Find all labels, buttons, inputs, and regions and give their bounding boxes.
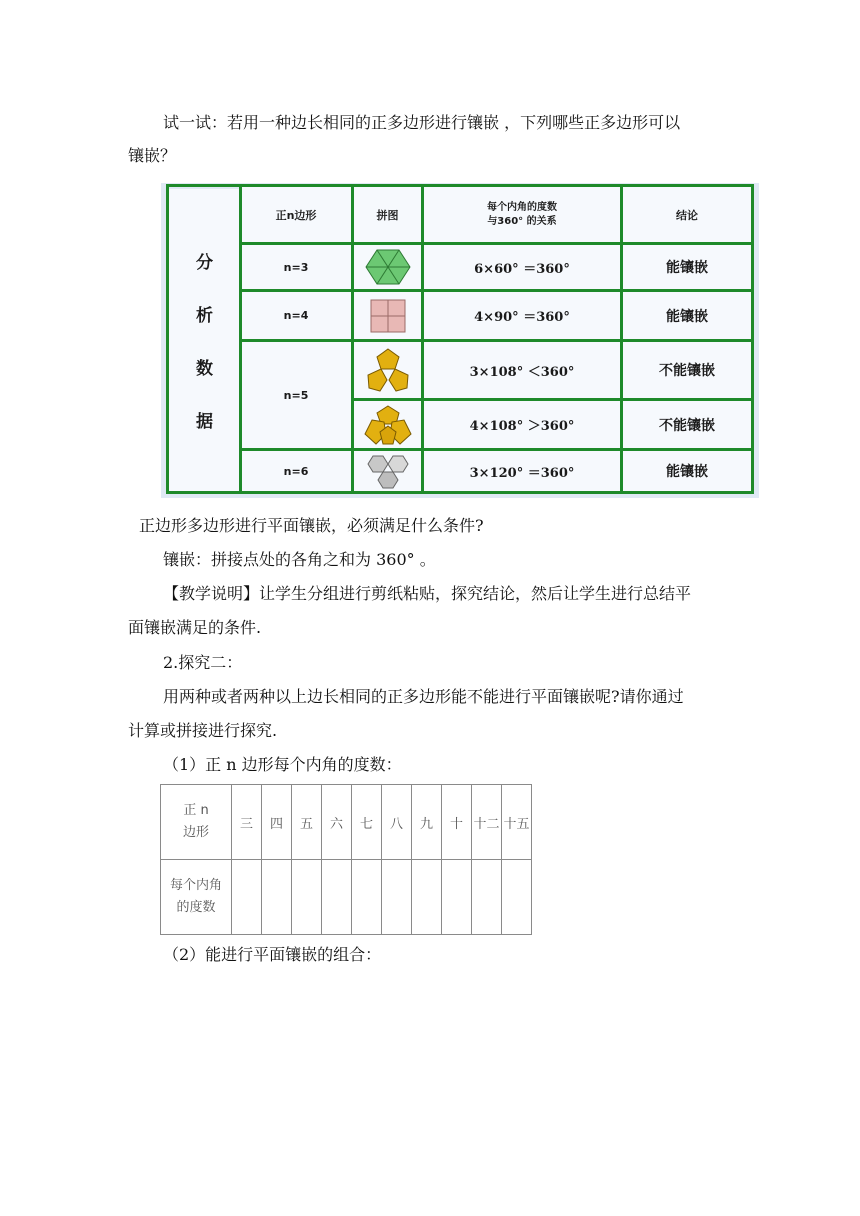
- hexagon-tiling-icon: [363, 452, 413, 490]
- question-line: 正边形多边形进行平面镶嵌，必须满足什么条件?: [139, 516, 484, 535]
- header-conclusion: 结论: [623, 187, 751, 242]
- column-header: 七: [352, 785, 382, 860]
- row-n4-tiling: [354, 292, 421, 339]
- side-label: [169, 189, 240, 491]
- grid-line: [239, 289, 754, 292]
- row1-label-a: 正 n: [183, 803, 209, 818]
- row-n4-label: n=4: [241, 292, 351, 339]
- row-n6-result: 能镶嵌: [623, 451, 751, 491]
- row-n6-equation: 3×120° ＝360°: [424, 451, 620, 491]
- note-line-1: 【教学说明】让学生分组进行剪纸粘贴，探究结论，然后让学生进行总结平: [163, 584, 692, 603]
- row-n5-equation-b: 4×108° ＞360°: [424, 401, 620, 448]
- column-header: 九: [412, 785, 442, 860]
- empty-cell[interactable]: [412, 860, 442, 935]
- row-n3-tiling: [354, 245, 421, 289]
- empty-cell[interactable]: [352, 860, 382, 935]
- column-header: 十: [442, 785, 472, 860]
- row2-label: [161, 860, 232, 935]
- row1-label: [161, 785, 232, 860]
- pentagon-gap-icon: [364, 347, 412, 393]
- empty-cell[interactable]: [262, 860, 292, 935]
- hexagon-triangles-icon: [365, 248, 411, 286]
- row-n5-result-a: 不能镶嵌: [623, 342, 751, 398]
- row-n5-tiling-b: [354, 401, 421, 448]
- table-row: [161, 785, 532, 860]
- item2-line: （2）能进行平面镶嵌的组合：: [163, 945, 382, 964]
- square-tiling-icon: [370, 299, 406, 333]
- row2-label-b: 的度数: [176, 900, 216, 915]
- column-header: 六: [322, 785, 352, 860]
- row-n5-label: n=5: [241, 342, 351, 448]
- definition-line: 镶嵌：拼接点处的各角之和为 360° 。: [163, 550, 436, 569]
- column-header: 五: [292, 785, 322, 860]
- item1-line: （1）正 n 边形每个内角的度数：: [163, 755, 402, 774]
- grid-line: [239, 242, 754, 245]
- table-row: [161, 860, 532, 935]
- note-line-2: 面镶嵌满足的条件.: [128, 618, 262, 637]
- column-header: 八: [382, 785, 412, 860]
- row-n5-tiling-a: [354, 342, 421, 398]
- side-char-1: 分: [196, 253, 213, 273]
- degree-table: [160, 784, 532, 935]
- empty-cell[interactable]: [442, 860, 472, 935]
- intro-line-2: 镶嵌？: [128, 146, 177, 165]
- row-n4-equation: 4×90° ＝360°: [424, 292, 620, 339]
- row-n3-label: n=3: [241, 245, 351, 289]
- column-header: 三: [232, 785, 262, 860]
- row1-label-b: 边形: [182, 825, 209, 840]
- column-header: 十二: [472, 785, 502, 860]
- pentagon-overlap-icon: [362, 404, 414, 446]
- empty-cell[interactable]: [292, 860, 322, 935]
- side-char-3: 数: [196, 359, 213, 379]
- row-n5-result-b: 不能镶嵌: [623, 401, 751, 448]
- empty-cell[interactable]: [472, 860, 502, 935]
- row-n6-label: n=6: [241, 451, 351, 491]
- empty-cell[interactable]: [232, 860, 262, 935]
- empty-cell[interactable]: [382, 860, 412, 935]
- grid-line: [166, 184, 754, 187]
- row-n4-result: 能镶嵌: [623, 292, 751, 339]
- header-relation: [424, 187, 620, 242]
- row-n6-tiling: [354, 451, 421, 491]
- header-relation-line-2: 与360° 的关系: [487, 215, 557, 227]
- section2-line-1: 用两种或者两种以上边长相同的正多边形能不能进行平面镶嵌呢?请你通过: [163, 687, 684, 706]
- section2-title: 2.探究二：: [163, 653, 243, 672]
- row2-label-a: 每个内角: [169, 878, 222, 893]
- header-relation-line-1: 每个内角的度数: [487, 201, 557, 213]
- intro-line-1: 试一试：若用一种边长相同的正多边形进行镶嵌 ，下列哪些正多边形可以: [163, 113, 681, 132]
- grid-line: [166, 184, 169, 494]
- header-polygon: 正n边形: [241, 187, 351, 242]
- side-char-2: 析: [196, 306, 213, 326]
- grid-line: [166, 491, 754, 494]
- column-header: 十五: [502, 785, 532, 860]
- header-tiling: 拼图: [354, 187, 421, 242]
- section2-line-2: 计算或拼接进行探究.: [128, 721, 278, 740]
- grid-line: [351, 398, 754, 401]
- side-char-4: 据: [196, 412, 213, 432]
- row-n3-equation: 6×60° ＝360°: [424, 245, 620, 289]
- empty-cell[interactable]: [322, 860, 352, 935]
- empty-cell[interactable]: [502, 860, 532, 935]
- grid-line: [239, 448, 754, 451]
- grid-line: [239, 339, 754, 342]
- analysis-table: [161, 183, 759, 498]
- row-n3-result: 能镶嵌: [623, 245, 751, 289]
- column-header: 四: [262, 785, 292, 860]
- row-n5-equation-a: 3×108° ＜360°: [424, 342, 620, 398]
